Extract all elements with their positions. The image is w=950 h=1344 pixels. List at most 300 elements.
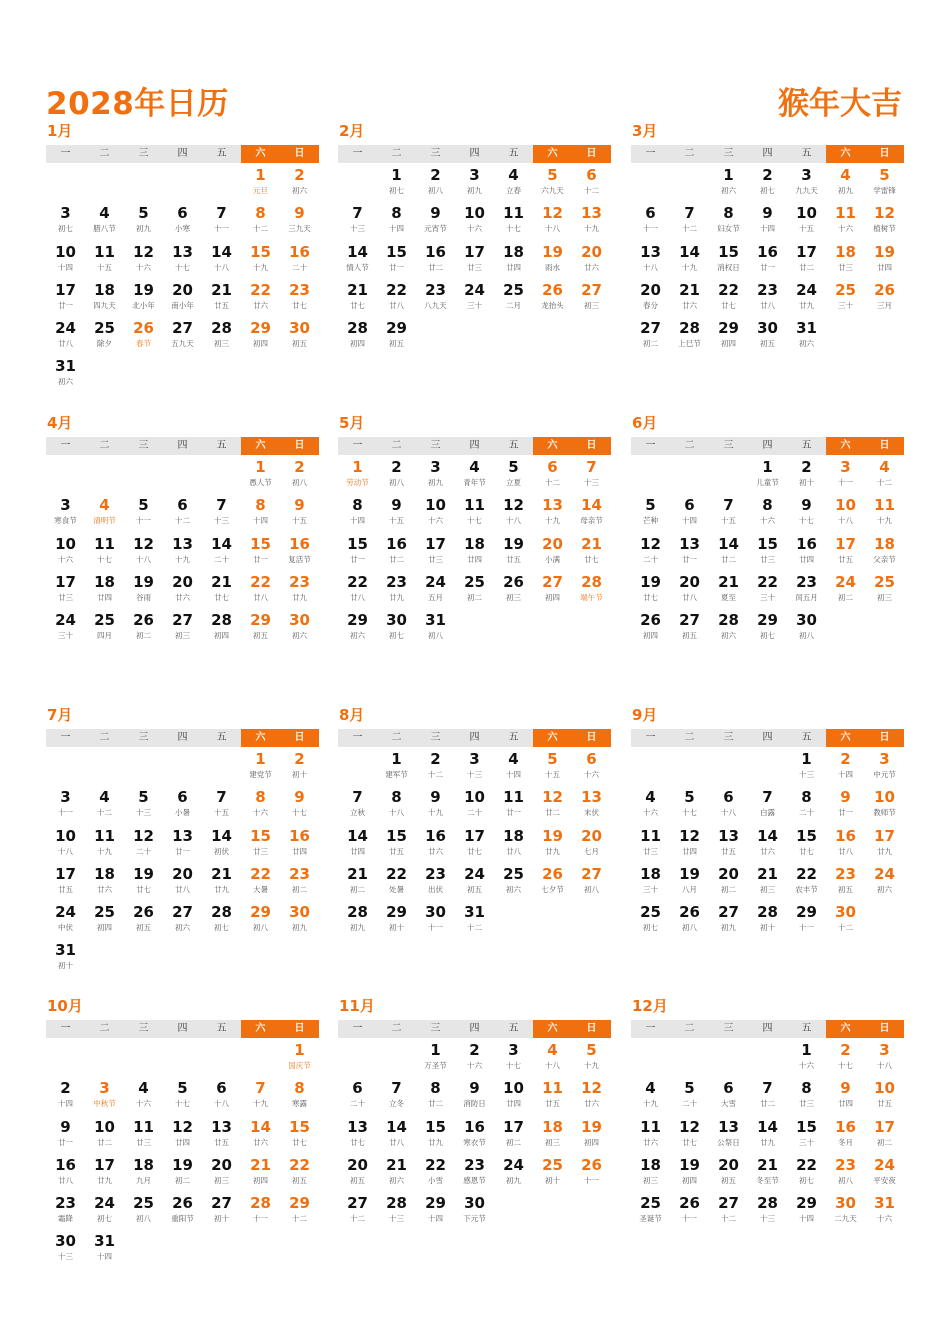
day-number: 11 bbox=[94, 826, 115, 845]
day-number: 5 bbox=[138, 788, 149, 807]
weekday-header bbox=[338, 1020, 611, 1038]
weekday-header bbox=[46, 145, 319, 163]
lunar-label: 十一 bbox=[799, 923, 814, 933]
day-number: 21 bbox=[211, 864, 232, 883]
day-number: 6 bbox=[352, 1079, 363, 1098]
weekday-label: 四 bbox=[469, 1023, 480, 1034]
day-number: 3 bbox=[60, 204, 71, 223]
day-number: 11 bbox=[640, 1117, 661, 1136]
day-cell bbox=[377, 785, 416, 823]
day-number: 20 bbox=[172, 280, 193, 299]
day-number: 25 bbox=[503, 280, 524, 299]
month-calendar bbox=[338, 413, 611, 646]
lunar-label: 廿六 bbox=[584, 262, 599, 272]
day-cell bbox=[826, 1191, 865, 1229]
lunar-label: 十六 bbox=[760, 516, 775, 526]
weekday-label: 三 bbox=[138, 732, 149, 743]
day-number: 23 bbox=[464, 1155, 485, 1174]
weekday-label: 一 bbox=[60, 732, 71, 743]
lunar-label: 十一 bbox=[682, 1214, 697, 1224]
empty-cell bbox=[85, 1038, 124, 1076]
day-cell bbox=[46, 824, 85, 862]
weekday-label: 五 bbox=[801, 440, 812, 451]
day-number: 4 bbox=[840, 166, 851, 184]
weekday-label: 三 bbox=[138, 1023, 149, 1034]
lunar-label: 廿七 bbox=[350, 1137, 365, 1147]
lunar-label: 十一 bbox=[838, 478, 853, 487]
lunar-label: 廿三 bbox=[58, 592, 73, 602]
day-cell bbox=[377, 493, 416, 531]
lunar-label: 初五 bbox=[682, 631, 697, 641]
day-cell bbox=[124, 278, 163, 316]
day-number: 7 bbox=[586, 458, 597, 476]
lunar-label: 初七 bbox=[760, 186, 775, 195]
day-number: 17 bbox=[464, 826, 485, 845]
day-cell bbox=[377, 455, 416, 493]
lunar-label: 廿三 bbox=[799, 1099, 814, 1109]
weekday-label: 二 bbox=[391, 148, 402, 159]
weekday-header bbox=[46, 1020, 319, 1038]
lunar-label: 十八 bbox=[214, 262, 229, 272]
lunar-label: 廿五 bbox=[877, 1099, 892, 1109]
day-cell bbox=[163, 240, 202, 278]
day-number: 14 bbox=[757, 826, 778, 845]
day-number: 7 bbox=[762, 788, 773, 807]
day-cell bbox=[338, 1115, 377, 1153]
empty-cell bbox=[338, 747, 377, 785]
day-number: 1 bbox=[352, 458, 363, 476]
day-number: 2 bbox=[430, 750, 441, 768]
day-cell bbox=[416, 862, 455, 900]
empty-cell bbox=[202, 1038, 241, 1076]
day-number: 25 bbox=[503, 864, 524, 883]
lunar-label: 十二 bbox=[682, 224, 697, 234]
day-cell bbox=[241, 1076, 280, 1114]
lunar-label: 初五 bbox=[136, 923, 151, 933]
day-number: 1 bbox=[255, 166, 266, 184]
day-number: 16 bbox=[289, 242, 310, 261]
day-cell bbox=[709, 785, 748, 823]
lunar-label: 小暑 bbox=[175, 808, 190, 818]
day-cell bbox=[709, 570, 748, 608]
day-cell bbox=[826, 1115, 865, 1153]
day-number: 21 bbox=[211, 280, 232, 299]
lunar-label: 感恩节 bbox=[463, 1175, 486, 1185]
day-cell bbox=[202, 1076, 241, 1114]
day-number: 12 bbox=[640, 534, 661, 553]
empty-cell bbox=[46, 747, 85, 785]
day-number: 1 bbox=[255, 458, 266, 476]
weekday-label: 一 bbox=[60, 440, 71, 451]
day-number: 28 bbox=[250, 1194, 271, 1213]
lunar-label: 下元节 bbox=[463, 1214, 486, 1224]
day-cell bbox=[455, 747, 494, 785]
lunar-label: 廿七 bbox=[214, 592, 229, 602]
day-number: 13 bbox=[542, 496, 563, 515]
day-number: 13 bbox=[172, 242, 193, 261]
lunar-label: 十八 bbox=[389, 808, 404, 818]
day-cell bbox=[631, 278, 670, 316]
lunar-label: 初十 bbox=[799, 478, 814, 487]
day-cell bbox=[46, 1191, 85, 1229]
day-cell bbox=[163, 1115, 202, 1153]
day-cell bbox=[709, 493, 748, 531]
lunar-label: 初六 bbox=[350, 631, 365, 641]
day-cell bbox=[163, 278, 202, 316]
lunar-label: 初十 bbox=[58, 961, 73, 971]
weekday-label: 三 bbox=[138, 148, 149, 159]
month-calendar bbox=[46, 121, 319, 393]
day-number: 2 bbox=[294, 750, 305, 768]
day-cell bbox=[85, 862, 124, 900]
day-number: 27 bbox=[172, 611, 193, 630]
day-cell bbox=[670, 493, 709, 531]
day-cell bbox=[455, 824, 494, 862]
lunar-label: 廿二 bbox=[721, 554, 736, 564]
day-cell bbox=[280, 493, 319, 531]
day-number: 31 bbox=[94, 1232, 115, 1251]
lunar-label: 雨水 bbox=[545, 262, 560, 272]
day-cell bbox=[85, 608, 124, 646]
day-cell bbox=[533, 455, 572, 493]
day-cell bbox=[124, 240, 163, 278]
day-number: 5 bbox=[684, 788, 695, 807]
lunar-label: 廿九 bbox=[214, 884, 229, 894]
day-number: 28 bbox=[757, 1194, 778, 1213]
day-cell bbox=[377, 1153, 416, 1191]
day-cell bbox=[338, 1076, 377, 1114]
day-cell bbox=[377, 240, 416, 278]
lunar-label: 初四 bbox=[350, 339, 365, 349]
day-number: 12 bbox=[503, 496, 524, 515]
day-cell bbox=[280, 747, 319, 785]
lunar-label: 十九 bbox=[175, 554, 190, 564]
lunar-label: 廿三 bbox=[760, 554, 775, 564]
day-number: 24 bbox=[835, 572, 856, 591]
day-number: 22 bbox=[796, 1155, 817, 1174]
day-cell bbox=[338, 201, 377, 239]
month-title: 6月 bbox=[632, 414, 658, 432]
day-number: 7 bbox=[216, 788, 227, 807]
day-number: 25 bbox=[464, 572, 485, 591]
weekday-label: 一 bbox=[352, 732, 363, 743]
day-number: 3 bbox=[430, 458, 441, 476]
day-number: 8 bbox=[255, 496, 266, 515]
day-cell bbox=[377, 1076, 416, 1114]
day-number: 27 bbox=[679, 611, 700, 630]
weekday-label: 六 bbox=[826, 437, 865, 455]
lunar-label: 初八 bbox=[682, 923, 697, 933]
day-number: 28 bbox=[581, 572, 602, 591]
day-cell bbox=[787, 747, 826, 785]
lunar-label: 十一 bbox=[136, 516, 151, 526]
lunar-label: 廿六 bbox=[253, 300, 268, 310]
day-number: 4 bbox=[645, 1079, 656, 1098]
lunar-label: 元宵节 bbox=[424, 224, 447, 234]
day-number: 18 bbox=[640, 864, 661, 883]
day-cell bbox=[46, 201, 85, 239]
day-number: 16 bbox=[796, 534, 817, 553]
lunar-label: 初五 bbox=[292, 339, 307, 349]
empty-cell bbox=[202, 747, 241, 785]
day-number: 11 bbox=[464, 496, 485, 515]
day-number: 10 bbox=[796, 204, 817, 223]
lunar-label: 十四 bbox=[350, 516, 365, 526]
day-cell bbox=[280, 862, 319, 900]
lunar-label: 六九天 bbox=[541, 186, 564, 195]
day-number: 4 bbox=[645, 788, 656, 807]
day-number: 18 bbox=[94, 280, 115, 299]
day-number: 12 bbox=[133, 242, 154, 261]
day-number: 21 bbox=[757, 864, 778, 883]
day-cell bbox=[787, 1038, 826, 1076]
day-number: 24 bbox=[796, 280, 817, 299]
day-cell bbox=[338, 608, 377, 646]
day-number: 16 bbox=[757, 242, 778, 261]
day-cell bbox=[748, 163, 787, 201]
lunar-label: 二十 bbox=[350, 1099, 365, 1109]
day-number: 4 bbox=[99, 204, 110, 223]
lunar-label: 十四 bbox=[58, 262, 73, 272]
empty-cell bbox=[46, 455, 85, 493]
day-number: 12 bbox=[542, 204, 563, 223]
day-cell bbox=[280, 785, 319, 823]
month-title: 4月 bbox=[47, 414, 73, 432]
day-number: 5 bbox=[547, 166, 558, 184]
day-number: 11 bbox=[94, 534, 115, 553]
day-number: 5 bbox=[508, 458, 519, 476]
day-cell bbox=[416, 608, 455, 646]
day-number: 14 bbox=[718, 534, 739, 553]
lunar-label: 廿二 bbox=[799, 262, 814, 272]
day-cell bbox=[280, 278, 319, 316]
lunar-label: 中元节 bbox=[873, 770, 896, 779]
day-number: 29 bbox=[796, 1194, 817, 1213]
lunar-label: 初四 bbox=[545, 592, 560, 602]
lunar-label: 初九 bbox=[506, 1175, 521, 1185]
day-number: 3 bbox=[801, 166, 812, 184]
lunar-label: 十一 bbox=[428, 923, 443, 933]
lunar-label: 初五 bbox=[389, 339, 404, 349]
day-cell bbox=[631, 608, 670, 646]
month-calendar bbox=[46, 705, 319, 977]
lunar-label: 十七 bbox=[506, 224, 521, 234]
lunar-label: 初九 bbox=[721, 923, 736, 933]
day-cell bbox=[163, 1191, 202, 1229]
lunar-label: 廿四 bbox=[350, 846, 365, 856]
empty-cell bbox=[709, 1038, 748, 1076]
empty-cell bbox=[124, 1038, 163, 1076]
day-cell bbox=[455, 570, 494, 608]
day-number: 28 bbox=[347, 319, 368, 338]
lunar-label: 十九 bbox=[545, 516, 560, 526]
lunar-label: 廿九 bbox=[389, 592, 404, 602]
day-number: 19 bbox=[503, 534, 524, 553]
day-cell bbox=[670, 785, 709, 823]
day-cell bbox=[338, 862, 377, 900]
lunar-label: 二十 bbox=[643, 554, 658, 564]
day-cell bbox=[377, 1191, 416, 1229]
day-number: 16 bbox=[55, 1155, 76, 1174]
day-number: 26 bbox=[542, 864, 563, 883]
month-title: 5月 bbox=[339, 414, 365, 432]
day-number: 29 bbox=[347, 611, 368, 630]
day-cell bbox=[280, 1076, 319, 1114]
lunar-label: 十六 bbox=[799, 1061, 814, 1070]
day-number: 8 bbox=[801, 788, 812, 807]
month-title: 10月 bbox=[47, 997, 83, 1015]
day-number: 28 bbox=[211, 319, 232, 338]
day-number: 21 bbox=[250, 1155, 271, 1174]
day-number: 26 bbox=[133, 611, 154, 630]
day-cell bbox=[631, 824, 670, 862]
day-cell bbox=[533, 1153, 572, 1191]
lunar-label: 十四 bbox=[506, 770, 521, 779]
lunar-label: 建党节 bbox=[249, 770, 272, 779]
lunar-label: 廿八 bbox=[389, 1137, 404, 1147]
day-cell bbox=[241, 1191, 280, 1229]
day-number: 26 bbox=[581, 1155, 602, 1174]
day-number: 6 bbox=[645, 204, 656, 223]
weekday-label: 五 bbox=[508, 148, 519, 159]
lunar-label: 初三 bbox=[584, 300, 599, 310]
lunar-label: 廿二 bbox=[389, 554, 404, 564]
day-cell bbox=[124, 493, 163, 531]
lunar-label: 端午节 bbox=[580, 592, 603, 602]
day-cell bbox=[631, 1153, 670, 1191]
day-cell bbox=[338, 278, 377, 316]
lunar-label: 十二 bbox=[253, 224, 268, 234]
day-cell bbox=[709, 900, 748, 938]
weekday-label: 日 bbox=[280, 1020, 319, 1038]
day-cell bbox=[533, 570, 572, 608]
day-number: 30 bbox=[796, 611, 817, 630]
day-cell bbox=[280, 824, 319, 862]
day-number: 6 bbox=[586, 750, 597, 768]
day-cell bbox=[416, 532, 455, 570]
day-cell bbox=[826, 201, 865, 239]
day-cell bbox=[85, 493, 124, 531]
day-number: 20 bbox=[581, 826, 602, 845]
lunar-label: 廿五 bbox=[389, 846, 404, 856]
day-number: 17 bbox=[55, 572, 76, 591]
day-number: 30 bbox=[835, 903, 856, 922]
lunar-label: 三十 bbox=[58, 631, 73, 641]
day-cell bbox=[865, 493, 904, 531]
weekday-label: 四 bbox=[762, 732, 773, 743]
lunar-label: 万圣节 bbox=[424, 1061, 447, 1070]
day-cell bbox=[631, 240, 670, 278]
day-cell bbox=[241, 1115, 280, 1153]
day-number: 17 bbox=[796, 242, 817, 261]
empty-cell bbox=[85, 163, 124, 201]
lunar-label: 三十 bbox=[838, 300, 853, 310]
day-number: 28 bbox=[211, 903, 232, 922]
day-number: 11 bbox=[503, 788, 524, 807]
day-number: 19 bbox=[133, 572, 154, 591]
weekday-header bbox=[338, 437, 611, 455]
day-cell bbox=[163, 570, 202, 608]
day-number: 27 bbox=[172, 903, 193, 922]
day-cell bbox=[124, 862, 163, 900]
lunar-label: 初五 bbox=[838, 884, 853, 894]
lunar-label: 植树节 bbox=[873, 224, 896, 234]
lunar-label: 廿七 bbox=[721, 300, 736, 310]
day-cell bbox=[709, 316, 748, 354]
day-number: 23 bbox=[796, 572, 817, 591]
lunar-label: 初九 bbox=[838, 186, 853, 195]
day-cell bbox=[338, 900, 377, 938]
lunar-label: 复活节 bbox=[288, 554, 311, 564]
day-cell bbox=[748, 900, 787, 938]
day-number: 9 bbox=[294, 204, 305, 223]
day-number: 5 bbox=[547, 750, 558, 768]
day-number: 13 bbox=[581, 204, 602, 223]
empty-cell bbox=[124, 747, 163, 785]
weekday-header bbox=[46, 729, 319, 747]
weekday-label: 六 bbox=[241, 729, 280, 747]
day-number: 6 bbox=[684, 496, 695, 515]
day-grid bbox=[631, 455, 904, 646]
weekday-header bbox=[631, 437, 904, 455]
lunar-label: 十一 bbox=[214, 224, 229, 234]
lunar-label: 廿九 bbox=[97, 1175, 112, 1185]
lunar-label: 学雷锋 bbox=[873, 186, 896, 195]
day-number: 7 bbox=[762, 1079, 773, 1098]
day-number: 16 bbox=[464, 1117, 485, 1136]
day-number: 20 bbox=[172, 864, 193, 883]
lunar-label: 教师节 bbox=[873, 808, 896, 818]
lunar-label: 廿九 bbox=[799, 300, 814, 310]
day-number: 14 bbox=[211, 534, 232, 553]
day-number: 8 bbox=[801, 1079, 812, 1098]
lunar-label: 初八 bbox=[838, 1175, 853, 1185]
day-cell bbox=[85, 900, 124, 938]
weekday-label: 四 bbox=[177, 148, 188, 159]
weekday-label: 三 bbox=[430, 440, 441, 451]
lunar-label: 十八 bbox=[545, 1061, 560, 1070]
day-cell bbox=[46, 354, 85, 392]
lunar-label: 初伏 bbox=[214, 846, 229, 856]
lunar-label: 夏至 bbox=[721, 592, 736, 602]
lunar-label: 闰五月 bbox=[795, 592, 818, 602]
lunar-label: 初六 bbox=[58, 377, 73, 387]
day-number: 30 bbox=[289, 903, 310, 922]
day-number: 27 bbox=[542, 572, 563, 591]
day-number: 30 bbox=[289, 319, 310, 338]
day-number: 21 bbox=[211, 572, 232, 591]
weekday-label: 一 bbox=[60, 148, 71, 159]
lunar-label: 初二 bbox=[350, 884, 365, 894]
lunar-label: 初七 bbox=[389, 631, 404, 641]
weekday-header bbox=[631, 145, 904, 163]
day-cell bbox=[455, 900, 494, 938]
lunar-label: 十五 bbox=[97, 262, 112, 272]
day-cell bbox=[787, 570, 826, 608]
day-number: 22 bbox=[289, 1155, 310, 1174]
day-number: 23 bbox=[835, 1155, 856, 1174]
lunar-label: 处暑 bbox=[389, 884, 404, 894]
lunar-label: 十八 bbox=[58, 846, 73, 856]
weekday-header bbox=[338, 145, 611, 163]
empty-cell bbox=[163, 455, 202, 493]
day-cell bbox=[241, 240, 280, 278]
day-cell bbox=[865, 747, 904, 785]
day-cell bbox=[572, 455, 611, 493]
lunar-label: 十八 bbox=[506, 516, 521, 526]
day-cell bbox=[338, 316, 377, 354]
day-number: 22 bbox=[250, 280, 271, 299]
